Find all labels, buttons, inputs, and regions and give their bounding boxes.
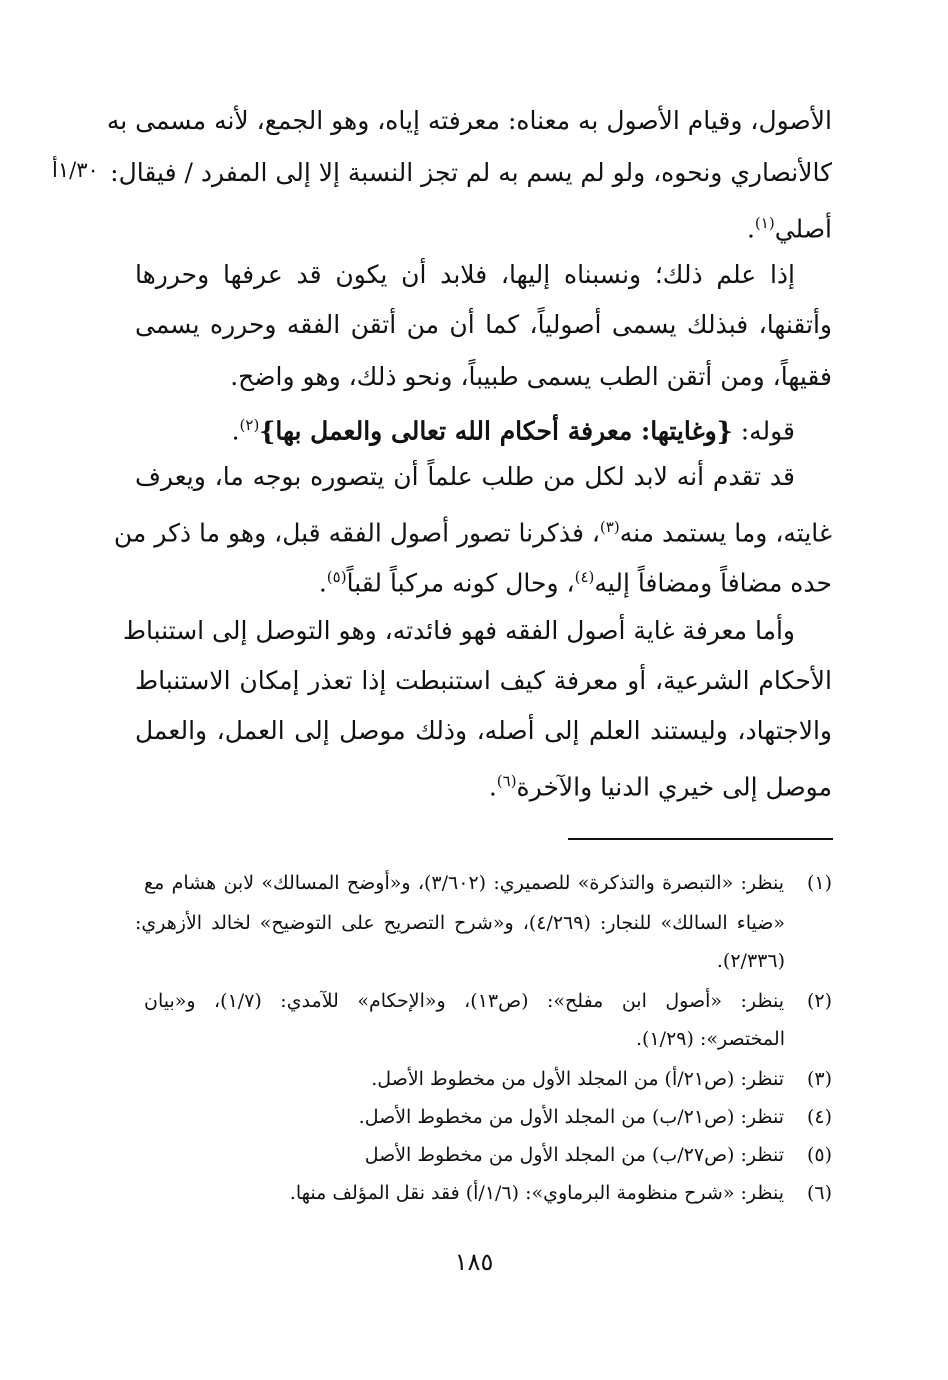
margin-folio-note: ١/٣٠أ [52, 158, 99, 182]
footnote-4-number: (٤) [806, 1106, 832, 1128]
footnote-ref-1[interactable]: (١) [754, 214, 775, 232]
footnote-ref-5[interactable]: (٥) [326, 568, 347, 586]
body-line-10: حده مضافاً ومضافاً إليه$^{(٤)}$، وحال كونه مركباً لقباً$^{(٥)}$. [318, 568, 832, 598]
quoted-text: {وغايتها: معرفة أحكام الله تعالى والعمل بها} [259, 416, 733, 446]
quote-intro: قوله: [740, 416, 795, 446]
body-line-8: قد تقدم أنه لابد لكل من طلب علماً أن يتصوره بوجه ما، ويعرف [135, 462, 795, 491]
body-line-7: قوله: {وغايتها: معرفة أحكام الله تعالى والعمل بها}$^{(٢)}$. [231, 416, 795, 446]
body-line-14: موصل إلى خيري الدنيا والآخرة$^{(٦)}$. [488, 772, 832, 802]
footnote-5 [135, 1142, 832, 1168]
footnote-ref-6[interactable]: (٦) [496, 772, 517, 790]
body-line-12: الأحكام الشرعية، أو معرفة كيف استنبطت إذا تعذر إمكان الاستنباط [135, 666, 832, 695]
body-line-11: وأما معرفة غاية أصول الفقه فهو فائدته، وهو التوصل إلى استنباط [122, 616, 795, 645]
footnote-1-line-3: (٢/٣٣٦). [716, 950, 785, 972]
footnote-3 [135, 1066, 832, 1092]
body-line-5: وأتقنها، فبذلك يسمى أصولياً، كما أن من أتقن الفقه وحرره يسمى [135, 310, 832, 339]
body-line-10-b: ، وحال كونه مركباً لقباً [346, 568, 575, 598]
footnote-2-line-2: المختصر»: (١/٢٩). [636, 1028, 785, 1050]
body-line-3: أصلي$^{(١)}$. [746, 214, 832, 244]
footnote-3-number: (٣) [806, 1068, 832, 1090]
footnote-5-text: تنظر: (ص٢٧/ب) من المجلد الأول من مخطوط الأصل [364, 1144, 784, 1166]
footnote-1 [135, 870, 832, 896]
body-line-9-a: غايته، وما يستمد منه [619, 518, 832, 548]
footnote-4 [135, 1104, 832, 1130]
body-line-2: كالأنصاري ونحوه، ولو لم يسم به لم تجز النسبة إلا إلى المفرد / فيقال: [110, 158, 832, 187]
footnote-2 [135, 988, 832, 1014]
footnote-6 [135, 1180, 832, 1206]
page-number: ١٨٥ [454, 1248, 494, 1276]
footnote-1-number: (١) [806, 872, 832, 894]
footnote-2-number: (٢) [806, 990, 832, 1012]
footnote-6-text: ينظر: «شرح منظومة البرماوي»: (١/٦/أ) فقد نقل المؤلف منها. [289, 1182, 784, 1204]
footnote-ref-3[interactable]: (٣) [599, 518, 620, 536]
footnote-ref-2[interactable]: (٢) [239, 416, 260, 434]
body-line-9 [113, 510, 832, 550]
footnote-6-number: (٦) [806, 1182, 832, 1204]
body-line-3-text: أصلي [774, 214, 832, 244]
footnote-2-line-1: ينظر: «أصول ابن مفلح»: (ص١٣)، و«الإحكام» للآمدي: (١/٧)، و«بيان [144, 990, 784, 1012]
body-line-4: إذا علم ذلك؛ ونسبناه إليها، فلابد أن يكون قد عرفها وحررها [135, 260, 795, 289]
footnote-ref-4[interactable]: (٤) [574, 568, 595, 586]
footnote-4-text: تنظر: (ص٢١/ب) من المجلد الأول من مخطوط الأصل. [358, 1106, 784, 1128]
body-line-6: فقيهاً، ومن أتقن الطب يسمى طبيباً، ونحو ذلك، وهو واضح. [230, 362, 832, 391]
body-line-10-a: حده مضافاً ومضافاً إليه [594, 568, 832, 598]
body-line-13: والاجتهاد، وليستند العلم إلى أصله، وذلك موصل إلى العمل، والعمل [135, 716, 832, 745]
body-line-1: الأصول، وقيام الأصول به معناه: معرفته إياه، وهو الجمع، لأنه مسمى به [106, 106, 832, 135]
footnote-5-number: (٥) [806, 1144, 832, 1166]
footnote-1-line-1: ينظر: «التبصرة والتذكرة» للصميري: (٣/٦٠٢)، و«أوضح المسالك» لابن هشام مع [144, 872, 784, 894]
body-line-14-text: موصل إلى خيري الدنيا والآخرة [516, 772, 832, 802]
footnote-1-line-2: «ضياء السالك» للنجار: (٤/٢٦٩)، و«شرح التصريح على التوضيح» لخالد الأزهري: [135, 912, 785, 934]
body-line-9-b: ، فذكرنا تصور أصول الفقه قبل، وهو ما ذكر من [113, 518, 600, 548]
footnote-3-text: تنظر: (ص٢١/أ) من المجلد الأول من مخطوط الأصل. [371, 1068, 784, 1090]
footnote-separator [568, 838, 833, 840]
